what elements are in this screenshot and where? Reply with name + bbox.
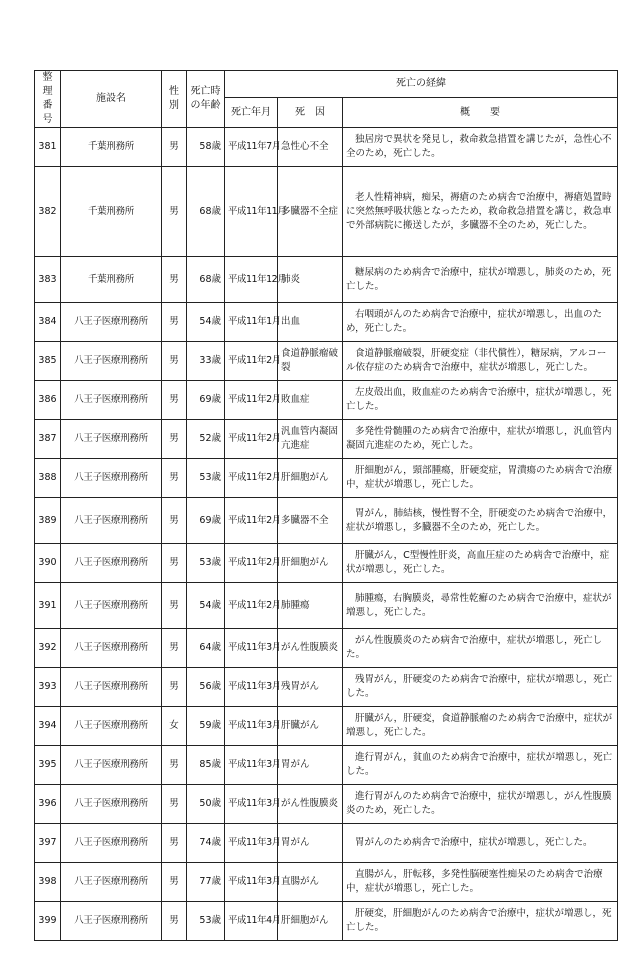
table-row	[35, 629, 618, 668]
cause-of-death: 肝細胞がん	[278, 902, 343, 941]
sex: 男	[162, 342, 187, 381]
sex: 男	[162, 902, 187, 941]
sex: 女	[162, 707, 187, 746]
cause-of-death: がん性腹膜炎	[278, 629, 343, 668]
death-date: 平成11年2月	[225, 498, 278, 544]
summary-text: 左皮殻出血，敗血症のため病舎で治療中，症状が増悪し，死亡した。	[343, 381, 618, 420]
table-row	[35, 303, 618, 342]
facility-name: 八王子医療刑務所	[61, 381, 162, 420]
record-number: 395	[35, 746, 61, 785]
death-date: 平成11年3月	[225, 824, 278, 863]
age-at-death: 33歳	[187, 342, 225, 381]
cause-of-death: 肝細胞がん	[278, 544, 343, 583]
cause-of-death: 残胃がん	[278, 668, 343, 707]
header-facility: 施設名	[61, 71, 162, 128]
record-number: 394	[35, 707, 61, 746]
death-date: 平成11年2月	[225, 342, 278, 381]
record-number: 383	[35, 257, 61, 303]
record-number: 388	[35, 459, 61, 498]
record-number: 390	[35, 544, 61, 583]
cause-of-death: 出血	[278, 303, 343, 342]
sex: 男	[162, 824, 187, 863]
table-row	[35, 459, 618, 498]
sex: 男	[162, 785, 187, 824]
facility-name: 八王子医療刑務所	[61, 459, 162, 498]
table-row	[35, 498, 618, 544]
record-number: 398	[35, 863, 61, 902]
age-at-death: 54歳	[187, 303, 225, 342]
facility-name: 八王子医療刑務所	[61, 498, 162, 544]
sex: 男	[162, 668, 187, 707]
facility-name: 八王子医療刑務所	[61, 785, 162, 824]
age-at-death: 69歳	[187, 498, 225, 544]
death-date: 平成11年2月	[225, 544, 278, 583]
age-at-death: 54歳	[187, 583, 225, 629]
age-at-death: 68歳	[187, 167, 225, 257]
death-date: 平成11年7月	[225, 128, 278, 167]
summary-text: 食道静脈瘤破裂，肝硬変症（非代償性），糖尿病，アルコール依存症のため病舎で治療中，症状が増悪し，死亡した。	[343, 342, 618, 381]
cause-of-death: 胃がん	[278, 746, 343, 785]
age-at-death: 53歳	[187, 459, 225, 498]
facility-name: 千葉刑務所	[61, 128, 162, 167]
cause-of-death: 急性心不全	[278, 128, 343, 167]
age-at-death: 74歳	[187, 824, 225, 863]
sex: 男	[162, 257, 187, 303]
sex: 男	[162, 381, 187, 420]
death-date: 平成11年12月	[225, 257, 278, 303]
death-date: 平成11年2月	[225, 459, 278, 498]
summary-text: 肝臓がん，C型慢性肝炎，高血圧症のため病舎で治療中，症状が増悪し，死亡した。	[343, 544, 618, 583]
table-row	[35, 583, 618, 629]
header-sex: 性別	[162, 71, 187, 128]
table-row	[35, 863, 618, 902]
sex: 男	[162, 303, 187, 342]
sex: 男	[162, 420, 187, 459]
summary-text: 胃がん，肺結核，慢性腎不全，肝硬変のため病舎で治療中，症状が増悪し，多臓器不全のため，死亡した。	[343, 498, 618, 544]
cause-of-death: 敗血症	[278, 381, 343, 420]
age-at-death: 69歳	[187, 381, 225, 420]
cause-of-death: 食道静脈瘤破裂	[278, 342, 343, 381]
death-date: 平成11年3月	[225, 707, 278, 746]
death-date: 平成11年1月	[225, 303, 278, 342]
summary-text: 糖尿病のため病舎で治療中，症状が増悪し，肺炎のため，死亡した。	[343, 257, 618, 303]
cause-of-death: 肝細胞がん	[278, 459, 343, 498]
death-record-table	[34, 70, 618, 941]
death-date: 平成11年11月	[225, 167, 278, 257]
summary-text: 肝硬変，肝細胞がんのため病舎で治療中，症状が増悪し，死亡した。	[343, 902, 618, 941]
sex: 男	[162, 459, 187, 498]
sex: 男	[162, 863, 187, 902]
table-row	[35, 128, 618, 167]
facility-name: 八王子医療刑務所	[61, 746, 162, 785]
header-age: 死亡時の年齢	[187, 71, 225, 128]
summary-text: 直腸がん，肝転移，多発性脳硬塞性痴呆のため病舎で治療中，症状が増悪し，死亡した。	[343, 863, 618, 902]
header-no: 整理番号	[35, 71, 61, 128]
facility-name: 八王子医療刑務所	[61, 668, 162, 707]
header-cause: 死 因	[278, 98, 343, 128]
table-row	[35, 707, 618, 746]
age-at-death: 58歳	[187, 128, 225, 167]
summary-text: 老人性精神病，痴呆，褥瘡のため病舎で治療中，褥瘡処置時に突然無呼吸状態となったため，救命救急措置を講じ，救急車で外部病院に搬送したが，多臓器不全のため，死亡した。	[343, 167, 618, 257]
record-number: 391	[35, 583, 61, 629]
record-number: 387	[35, 420, 61, 459]
cause-of-death: 多臓器不全症	[278, 167, 343, 257]
table-body	[35, 128, 618, 941]
summary-text: 多発性骨髄腫のため病舎で治療中，症状が増悪し，汎血管内凝固亢進症のため，死亡した。	[343, 420, 618, 459]
age-at-death: 50歳	[187, 785, 225, 824]
sex: 男	[162, 746, 187, 785]
summary-text: 肺腫瘍，右胸膜炎，尋常性乾癬のため病舎で治療中，症状が増悪し，死亡した。	[343, 583, 618, 629]
sex: 男	[162, 167, 187, 257]
record-number: 384	[35, 303, 61, 342]
table-row	[35, 544, 618, 583]
header-summary: 概 要	[343, 98, 618, 128]
header-date: 死亡年月	[225, 98, 278, 128]
sex: 男	[162, 498, 187, 544]
death-date: 平成11年3月	[225, 629, 278, 668]
death-date: 平成11年3月	[225, 746, 278, 785]
cause-of-death: 肝臓がん	[278, 707, 343, 746]
sex: 男	[162, 544, 187, 583]
cause-of-death: 肺炎	[278, 257, 343, 303]
record-number: 396	[35, 785, 61, 824]
facility-name: 八王子医療刑務所	[61, 544, 162, 583]
death-date: 平成11年2月	[225, 583, 278, 629]
summary-text: 胃がんのため病舎で治療中，症状が増悪し，死亡した。	[343, 824, 618, 863]
summary-text: がん性腹膜炎のため病舎で治療中，症状が増悪し，死亡した。	[343, 629, 618, 668]
table-row	[35, 824, 618, 863]
cause-of-death: 肺腫瘍	[278, 583, 343, 629]
record-number: 397	[35, 824, 61, 863]
age-at-death: 56歳	[187, 668, 225, 707]
table-row	[35, 381, 618, 420]
cause-of-death: 多臓器不全	[278, 498, 343, 544]
age-at-death: 85歳	[187, 746, 225, 785]
age-at-death: 53歳	[187, 544, 225, 583]
summary-text: 残胃がん，肝硬変のため病舎で治療中，症状が増悪し，死亡した。	[343, 668, 618, 707]
facility-name: 八王子医療刑務所	[61, 583, 162, 629]
record-number: 386	[35, 381, 61, 420]
cause-of-death: 胃がん	[278, 824, 343, 863]
facility-name: 八王子医療刑務所	[61, 902, 162, 941]
age-at-death: 53歳	[187, 902, 225, 941]
death-date: 平成11年3月	[225, 863, 278, 902]
age-at-death: 64歳	[187, 629, 225, 668]
record-number: 393	[35, 668, 61, 707]
table-row	[35, 668, 618, 707]
summary-text: 進行胃がん，貧血のため病舎で治療中，症状が増悪し，死亡した。	[343, 746, 618, 785]
age-at-death: 77歳	[187, 863, 225, 902]
table-row	[35, 167, 618, 257]
facility-name: 八王子医療刑務所	[61, 303, 162, 342]
summary-text: 肝臓がん，肝硬変，食道静脈瘤のため病舎で治療中，症状が増悪し，死亡した。	[343, 707, 618, 746]
header-process: 死亡の経緯	[225, 71, 618, 98]
death-date: 平成11年2月	[225, 420, 278, 459]
cause-of-death: 汎血管内凝固亢進症	[278, 420, 343, 459]
table-row	[35, 902, 618, 941]
table-row	[35, 785, 618, 824]
summary-text: 進行胃がんのため病舎で治療中，症状が増悪し，がん性腹膜炎のため，死亡した。	[343, 785, 618, 824]
age-at-death: 59歳	[187, 707, 225, 746]
header-row-1	[35, 71, 618, 98]
cause-of-death: がん性腹膜炎	[278, 785, 343, 824]
death-date: 平成11年4月	[225, 902, 278, 941]
table-row	[35, 746, 618, 785]
cause-of-death: 直腸がん	[278, 863, 343, 902]
facility-name: 八王子医療刑務所	[61, 863, 162, 902]
facility-name: 千葉刑務所	[61, 257, 162, 303]
table-row	[35, 420, 618, 459]
death-date: 平成11年3月	[225, 668, 278, 707]
table-row	[35, 257, 618, 303]
record-number: 389	[35, 498, 61, 544]
record-number: 382	[35, 167, 61, 257]
summary-text: 独居房で異状を発見し，救命救急措置を講じたが，急性心不全のため，死亡した。	[343, 128, 618, 167]
summary-text: 右咽頭がんのため病舎で治療中，症状が増悪し，出血のため，死亡した。	[343, 303, 618, 342]
facility-name: 八王子医療刑務所	[61, 342, 162, 381]
facility-name: 八王子医療刑務所	[61, 629, 162, 668]
table-row	[35, 342, 618, 381]
record-number: 399	[35, 902, 61, 941]
sex: 男	[162, 629, 187, 668]
death-date: 平成11年3月	[225, 785, 278, 824]
facility-name: 八王子医療刑務所	[61, 707, 162, 746]
sex: 男	[162, 128, 187, 167]
record-number: 392	[35, 629, 61, 668]
age-at-death: 68歳	[187, 257, 225, 303]
facility-name: 八王子医療刑務所	[61, 824, 162, 863]
age-at-death: 52歳	[187, 420, 225, 459]
record-number: 381	[35, 128, 61, 167]
facility-name: 八王子医療刑務所	[61, 420, 162, 459]
record-number: 385	[35, 342, 61, 381]
death-date: 平成11年2月	[225, 381, 278, 420]
summary-text: 肝細胞がん，頸部腫瘍，肝硬変症，胃潰瘍のため病舎で治療中，症状が増悪し，死亡した。	[343, 459, 618, 498]
facility-name: 千葉刑務所	[61, 167, 162, 257]
sex: 男	[162, 583, 187, 629]
